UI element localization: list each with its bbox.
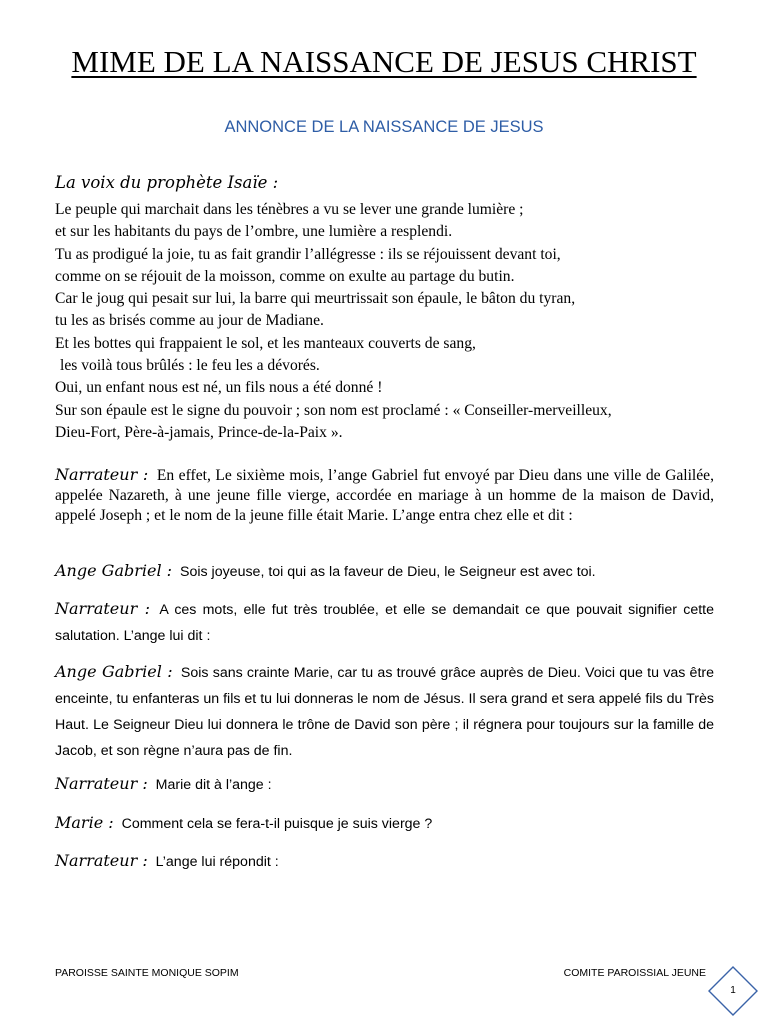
speaker-label: Narrateur : (55, 599, 150, 618)
speaker-label: Narrateur : (55, 774, 148, 793)
poem-line: tu les as brisés comme au jour de Madiane. (55, 312, 324, 330)
page-number: 1 (730, 985, 736, 996)
speaker-label: Narrateur : (55, 465, 149, 484)
speaker-label: Narrateur : (55, 851, 148, 870)
poem-line: les voilà tous brûlés : le feu les a dévorés. (60, 357, 320, 375)
poem-line: comme on se réjouit de la moisson, comme on exulte au partage du butin. (55, 267, 515, 285)
poem-line: Le peuple qui marchait dans les ténèbres a vu se lever une grande lumière ; (55, 201, 524, 218)
dialogue-text: Sois sans crainte Marie, car tu as trouvé grâce auprès de Dieu. Voici que tu vas être enceinte, tu enfanteras un fils et tu lui donneras le nom de Jésus. Il sera grand et sera appelé fils du Très Haut. Le Seigneur Dieu lui donnera le trône de David son père ; il régnera pour toujours sur la famille de Jacob, et son règne n’aura pas de fin. (55, 665, 714, 759)
dialogue-paragraph (55, 810, 714, 837)
speaker-label: Ange Gabriel : (55, 561, 173, 580)
dialogue-text: L’ange lui répondit : (155, 854, 279, 870)
speaker-label: La voix du prophète Isaïe : (55, 173, 279, 192)
document-subtitle: ANNONCE DE LA NAISSANCE DE JESUS (224, 118, 544, 136)
poem-line: Tu as prodigué la joie, tu as fait grandir l’allégresse : ils se réjouissent devant toi, (55, 245, 561, 263)
dialogue-text: Marie dit à l’ange : (155, 777, 272, 793)
dialogue-text: Sois joyeuse, toi qui as la faveur de Dieu, le Seigneur est avec toi. (180, 564, 596, 580)
isaie-section (55, 172, 715, 444)
document-title: MIME DE LA NAISSANCE DE JESUS CHRIST (71, 44, 697, 79)
footer-committee: COMITE PAROISSIAL JEUNE (563, 967, 706, 979)
poem-line: Car le joug qui pesait sur lui, la barre qui meurtrissait son épaule, le bâton du tyran, (55, 290, 576, 308)
dialogue-paragraph (55, 848, 714, 875)
poem-line: Et les bottes qui frappaient le sol, et les manteaux couverts de sang, (55, 334, 476, 352)
poem-line: Sur son épaule est le signe du pouvoir ; son nom est proclamé : « Conseiller-merveilleux, (55, 401, 612, 419)
dialogue-paragraph (55, 659, 714, 764)
dialogue-paragraph (55, 596, 714, 649)
page-number-badge (706, 964, 760, 1018)
speaker-label: Marie : (55, 813, 114, 832)
poem-line: Dieu-Fort, Père-à-jamais, Prince-de-la-Paix ». (55, 423, 343, 441)
poem-line: Oui, un enfant nous est né, un fils nous a été donné ! (55, 379, 383, 397)
dialogue-paragraph (55, 558, 714, 585)
dialogue-paragraph (55, 771, 714, 798)
footer-parish: PAROISSE SAINTE MONIQUE SOPIM (55, 967, 239, 979)
dialogue-text: En effet, Le sixième mois, l’ange Gabriel fut envoyé par Dieu dans une ville de Galilée, appelée Nazareth, à une jeune fille vierge, accordée en mariage à un homme de la maison de David, appelé Joseph ; et le nom de la jeune fille était Marie. L’ange entra chez elle et dit : (55, 467, 714, 524)
dialogue-paragraph (55, 465, 714, 526)
dialogue-text: Comment cela se fera-t-il puisque je suis vierge ? (121, 816, 433, 832)
poem-line: et sur les habitants du pays de l’ombre, une lumière a resplendi. (55, 223, 453, 241)
speaker-label: Ange Gabriel : (55, 662, 173, 681)
dialogue-text: A ces mots, elle fut très troublée, et elle se demandait ce que pouvait signifier cette salutation. L’ange lui dit : (55, 602, 714, 644)
